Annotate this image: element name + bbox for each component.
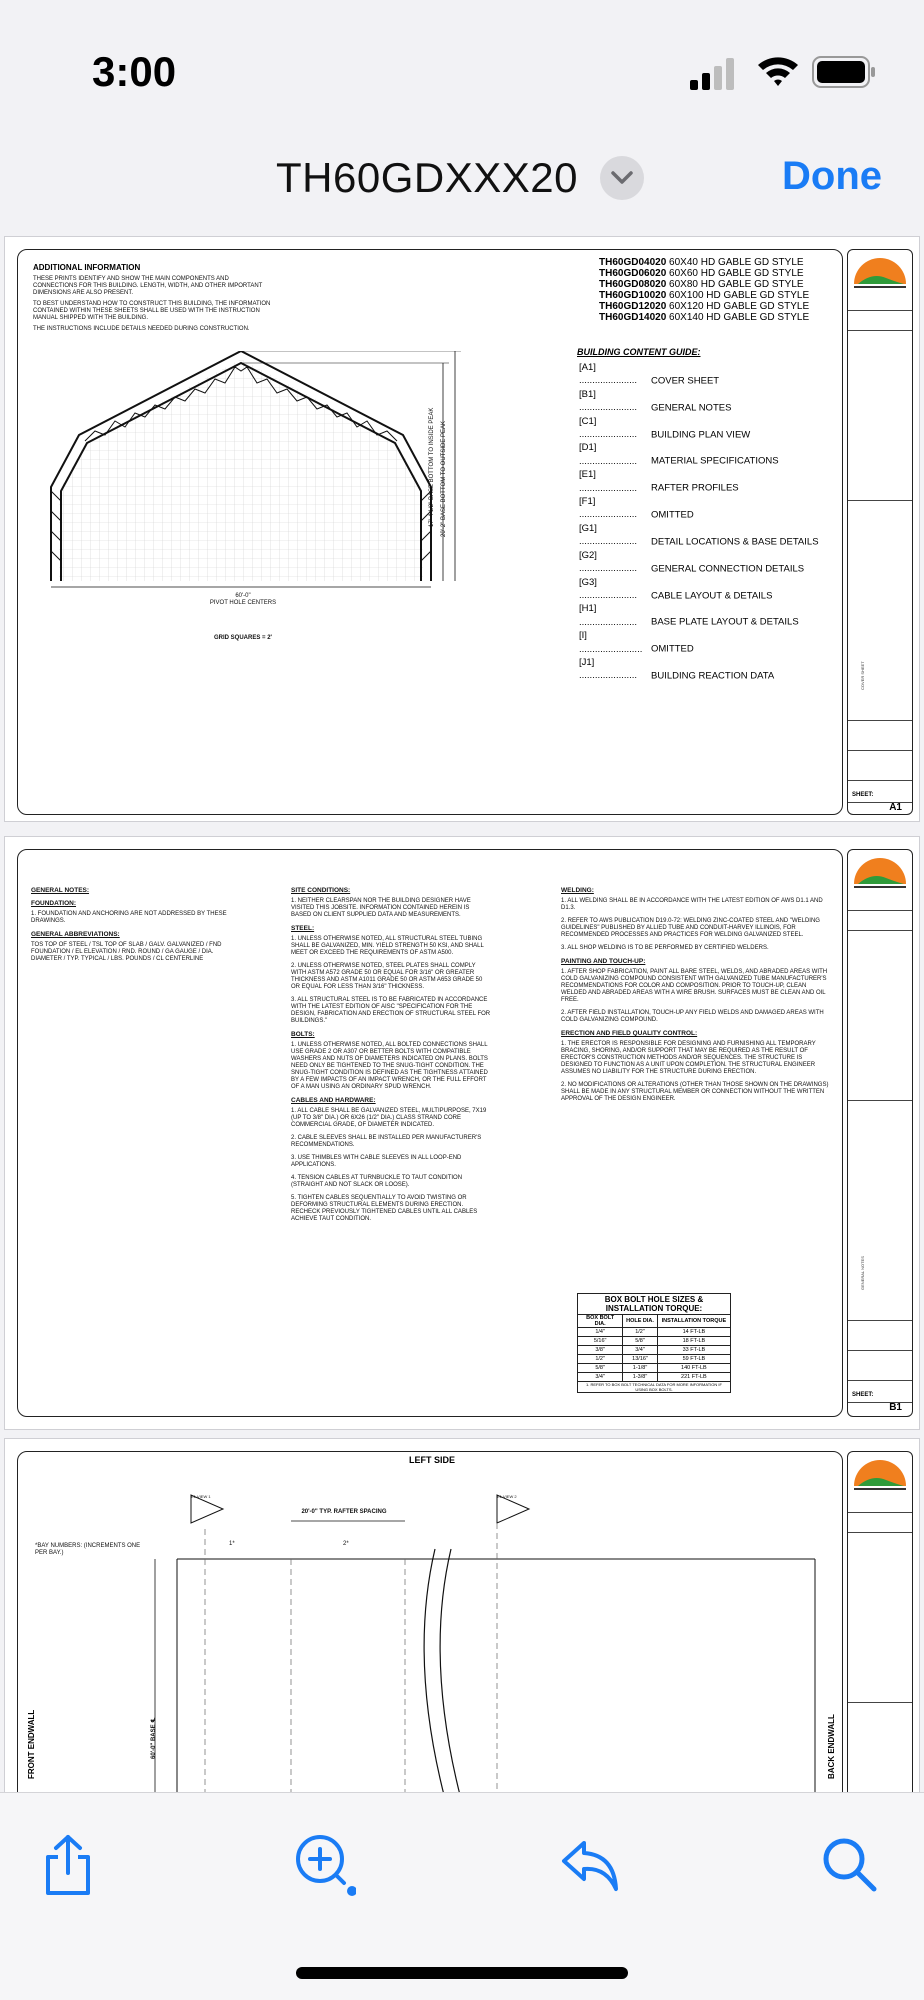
welding-column bbox=[561, 881, 831, 1109]
foundation-heading: FOUNDATION: bbox=[31, 900, 77, 907]
steel-heading: STEEL: bbox=[291, 925, 315, 932]
guide-row: [C1] ...................... BUILDING PLAN VIEW bbox=[579, 415, 751, 441]
title-block-sheet-name: GENERAL NOTES bbox=[860, 1256, 865, 1290]
welding-note: 3. ALL SHOP WELDING IS TO BE PERFORMED BY CERTIFIED WELDERS. bbox=[561, 945, 769, 951]
company-logo bbox=[852, 254, 908, 294]
grid-note: GRID SQUARES = 2' bbox=[214, 635, 272, 641]
bay-number: 1* bbox=[229, 1541, 235, 1547]
guide-row: [D1] ...................... MATERIAL SPECIFICATIONS bbox=[579, 442, 779, 467]
back-endwall-label: BACK ENDWALL bbox=[827, 1714, 836, 1779]
wifi-icon bbox=[756, 54, 800, 88]
view-marker-2: E1 VIEW 2 bbox=[497, 1494, 517, 1499]
table-title: BOX BOLT HOLE SIZES & INSTALLATION TORQUE: bbox=[577, 1293, 731, 1314]
painting-note: 1. AFTER SHOP FABRICATION, PAINT ALL BARE STEEL, WELDS, AND ABRADED AREAS WITH COLD GALVANIZING COMPOUND CONSISTENT WITH GALVANIZED TUBE MANUFACTURER'S RECOMMENDATIONS FOR COLOR AND COMPOSITION. PRIOR TO TOUCH-UP, CLEAN WELDED AND ABRADED AREAS WITH A WIRE BRUSH. SURFACES MUST BE CLEAN AND OIL FREE. bbox=[561, 969, 828, 1003]
erection-note: 1. THE ERECTOR IS RESPONSIBLE FOR DESIGNING AND FURNISHING ALL TEMPORARY BRACING, SHORING, AND/OR SUPPORT THAT MAY BE REQUIRED AS THE RESULT OF ERECTOR'S CONSTRUCTION METHODS AND/OR SEQUENCES. THE STRUCTURE IS DESIGNED TO FUNCTION AS A UNIT UPON COMPLETION. THE STRUCTURAL ENGINEER ASSUMES NO LIABILITY FOR THE STRUCTURE DURING ERECTION. bbox=[561, 1041, 816, 1075]
reply-icon bbox=[558, 1833, 622, 1897]
markup-button[interactable] bbox=[292, 1833, 356, 1897]
table-note-row: 1. REFER TO BOX BOLT TECHNICAL DATA FOR MORE INFORMATION IF USING BOX BOLTS. bbox=[578, 1382, 731, 1393]
steel-note: 3. ALL STRUCTURAL STEEL IS TO BE FABRICATED IN ACCORDANCE WITH THE LATEST EDITION OF AISC "SPECIFICATION FOR THE DESIGN, FABRICATION AND ERECTION OF STRUCTURAL STEEL FOR BUILDINGS." bbox=[291, 997, 491, 1024]
content-guide-list bbox=[579, 361, 819, 683]
rafter-spacing-label: 20'-0" TYP. RAFTER SPACING bbox=[301, 1509, 387, 1515]
title-block bbox=[847, 249, 913, 815]
content-guide-title: BUILDING CONTENT GUIDE: bbox=[577, 347, 701, 357]
painting-heading: PAINTING AND TOUCH-UP: bbox=[561, 958, 646, 965]
outside-peak-dimension: 20'-2" BASE BOTTOM TO OUTSIDE PEAK bbox=[441, 421, 447, 537]
guide-row: [I] ........................ OMITTED bbox=[579, 630, 694, 655]
share-button[interactable] bbox=[36, 1833, 100, 1897]
bolts-heading: BOLTS: bbox=[291, 1031, 315, 1038]
guide-row: [E1] ...................... RAFTER PROFILES bbox=[579, 469, 739, 494]
share-icon bbox=[36, 1833, 100, 1897]
pdf-page-a1[interactable] bbox=[4, 236, 920, 822]
title-block-sheet-name: COVER SHEET bbox=[860, 661, 865, 690]
cables-heading: CABLES AND HARDWARE: bbox=[291, 1097, 376, 1104]
title-block bbox=[847, 849, 913, 1417]
model-row: TH60GD14020 60X140 HD GABLE GD STYLE bbox=[599, 312, 810, 323]
reply-button[interactable] bbox=[558, 1833, 622, 1897]
sheet-label: SHEET: bbox=[852, 792, 874, 798]
model-row: TH60GD12020 60X120 HD GABLE GD STYLE bbox=[599, 301, 810, 312]
foundation-note: 1. FOUNDATION AND ANCHORING ARE NOT ADDRESSED BY THESE DRAWINGS. bbox=[31, 911, 227, 924]
bolts-note: 1. UNLESS OTHERWISE NOTED, ALL BOLTED CONNECTIONS SHALL USE GRADE 2 OR A307 OR BETTER BOLTS WITH COMPATIBLE WASHERS AND NUTS OF DIAMETERS INDICATED ON PLANS. BOLTS NEED ONLY BE TIGHTENED TO THE SNUG-TIGHT CONDITION. THE SNUG-TIGHT CONDITION IS DEFINED AS THE TIGHTNESS ATTAINED BY A FEW IMPACTS OF AN IMPACT WRENCH, OR THE FULL EFFORT OF A MAN USING AN ORDINARY SPUD WRENCH. bbox=[291, 1042, 488, 1090]
chevron-down-icon bbox=[611, 171, 633, 185]
general-notes-column bbox=[31, 881, 231, 969]
home-indicator[interactable] bbox=[296, 1967, 628, 1979]
model-row: TH60GD10020 60X100 HD GABLE GD STYLE bbox=[599, 290, 810, 301]
model-row: TH60GD04020 60X40 HD GABLE GD STYLE bbox=[599, 257, 804, 268]
guide-row: [G2] ...................... GENERAL CONNECTION DETAILS bbox=[579, 549, 805, 575]
cables-note: 4. TENSION CABLES AT TURNBUCKLE TO TAUT CONDITION (STRAIGHT AND NOT SLACK OR LOOSE). bbox=[291, 1175, 463, 1188]
table-row: 3/4" 1-3/8" 221 FT-LB bbox=[578, 1373, 731, 1382]
table-header-row: BOX BOLT DIA. HOLE DIA. INSTALLATION TORQUE bbox=[578, 1315, 731, 1328]
site-note: 1. NEITHER CLEARSPAN NOR THE BUILDING DESIGNER HAVE VISITED THIS JOBSITE. INFORMATION CONTAINED HEREIN IS BASED ON CLIENT SUPPLIED DATA AND MEASUREMENTS. bbox=[291, 898, 471, 918]
status-time: 3:00 bbox=[92, 48, 177, 95]
erection-heading: ERECTION AND FIELD QUALITY CONTROL: bbox=[561, 1030, 698, 1037]
general-notes-heading: GENERAL NOTES: bbox=[31, 887, 90, 894]
guide-row: [G3] ...................... CABLE LAYOUT & DETAILS bbox=[579, 576, 773, 601]
plan-view-drawing bbox=[5, 1439, 845, 1799]
done-button[interactable]: Done bbox=[782, 154, 882, 198]
site-heading: SITE CONDITIONS: bbox=[291, 887, 351, 894]
guide-row: [H1] ...................... BASE PLATE LAYOUT & DETAILS bbox=[579, 603, 799, 628]
intro-text-3: THE INSTRUCTIONS INCLUDE DETAILS NEEDED DURING CONSTRUCTION. bbox=[33, 326, 250, 332]
abbreviations-text: TOS TOP OF STEEL / TSL TOP OF SLAB / GALV. GALVANIZED / FND FOUNDATION / EL ELEVATION / RND. ROUND / GA GAUGE / DIA. DIAMETER / TYP. TYPICAL / LBS. POUNDS / CL CENTERLINE bbox=[31, 942, 222, 962]
company-logo bbox=[852, 1456, 908, 1496]
sheet-label: SHEET: bbox=[852, 1392, 874, 1398]
table-row: 5/8" 1-1/8" 140 FT-LB bbox=[578, 1364, 731, 1373]
base-dimension: 60'-0" BASE ℄ bbox=[151, 1717, 157, 1759]
painting-note: 2. AFTER FIELD INSTALLATION, TOUCH-UP ANY FIELD WELDS AND DAMAGED AREAS WITH COLD GALVANIZING COMPOUND. bbox=[561, 1010, 824, 1023]
width-dimension: 60'-0" PIVOT HOLE CENTERS bbox=[209, 593, 277, 606]
inside-peak-dimension: 17'-4 1/2" BASE BOTTOM TO INSIDE PEAK bbox=[429, 407, 435, 527]
bay-number: 2* bbox=[343, 1541, 349, 1547]
additional-information bbox=[33, 263, 273, 333]
cables-note: 2. CABLE SLEEVES SHALL BE INSTALLED PER MANUFACTURER'S RECOMMENDATIONS. bbox=[291, 1135, 482, 1148]
left-side-label: LEFT SIDE bbox=[409, 1455, 456, 1465]
bay-note: *BAY NUMBERS: (INCREMENTS ONE PER BAY.) bbox=[35, 1543, 141, 1556]
model-row: TH60GD06020 60X60 HD GABLE GD STYLE bbox=[599, 268, 804, 279]
steel-note: 2. UNLESS OTHERWISE NOTED, STEEL PLATES SHALL COMPLY WITH ASTM A572 GRADE 50 OR EQUAL FOR 3/16" OR GREATER THICKNESS AND ASTM A1011 GRADE 50 OR ASTM A653 GRADE 50 OR EQUAL FOR LESS THAN 3/16" THICKNESS. bbox=[291, 963, 483, 990]
search-icon bbox=[818, 1833, 882, 1897]
bottom-toolbar bbox=[0, 1792, 924, 2000]
table-row: 3/8" 3/4" 33 FT-LB bbox=[578, 1346, 731, 1355]
site-conditions-column bbox=[291, 881, 491, 1229]
sheet-id: A1 bbox=[889, 802, 902, 813]
status-bar bbox=[0, 0, 924, 140]
document-title-bar bbox=[0, 140, 924, 236]
guide-row: [F1] ...................... OMITTED bbox=[579, 496, 694, 521]
guide-row: [G1] ...................... DETAIL LOCATIONS & BASE DETAILS bbox=[579, 522, 819, 548]
table-row: 1/2" 13/16" 59 FT-LB bbox=[578, 1355, 731, 1364]
welding-note: 2. REFER TO AWS PUBLICATION D19.0-72: WELDING ZINC-COATED STEEL AND "WELDING GUIDELINES" PUBLISHED BY ALLIED TUBE AND CONDUIT-HARVEY ILLINOIS, FOR RECOMMENDED PROCESSES AND PRACTICES FOR WELDING GALVANIZED STEEL. bbox=[561, 918, 820, 938]
pdf-page-b1[interactable] bbox=[4, 836, 920, 1430]
gable-frame-drawing bbox=[45, 351, 565, 591]
intro-text-2: TO BEST UNDERSTAND HOW TO CONSTRUCT THIS BUILDING, THE INFORMATION CONTAINED WITHIN THESE SHEETS SHALL BE USED WITH THE INSTRUCTION MANUAL SHIPPED WITH THE BUILDING. bbox=[33, 301, 271, 321]
cables-note: 3. USE THIMBLES WITH CABLE SLEEVES IN ALL LOOP-END APPLICATIONS. bbox=[291, 1155, 462, 1168]
title-menu-button[interactable] bbox=[600, 156, 644, 200]
battery-icon bbox=[812, 56, 876, 88]
view-marker-1: E1 VIEW 1 bbox=[191, 1494, 211, 1499]
additional-info-heading: ADDITIONAL INFORMATION bbox=[33, 263, 141, 272]
document-title[interactable]: TH60GDXXX20 bbox=[276, 154, 578, 201]
cellular-signal-icon bbox=[690, 58, 736, 90]
table-row: 5/16" 5/8" 18 FT-LB bbox=[578, 1337, 731, 1346]
model-row: TH60GD08020 60X80 HD GABLE GD STYLE bbox=[599, 279, 804, 290]
guide-row: [A1] ...................... COVER SHEET bbox=[579, 362, 720, 387]
model-list bbox=[599, 257, 835, 323]
welding-note: 1. ALL WELDING SHALL BE IN ACCORDANCE WITH THE LATEST EDITION OF AWS D1.1 AND D1.3. bbox=[561, 898, 823, 911]
markup-zoom-icon bbox=[292, 1833, 356, 1897]
cables-note: 5. TIGHTEN CABLES SEQUENTIALLY TO AVOID TWISTING OR DEFORMING STRUCTURAL ELEMENTS DURING ERECTION. RECHECK PREVIOUSLY TIGHTENED CABLES UNTIL ALL CABLES ACHIEVE TAUT CONDITION. bbox=[291, 1195, 478, 1222]
erection-note: 2. NO MODIFICATIONS OR ALTERATIONS (OTHER THAN THOSE SHOWN ON THE DRAWINGS) SHALL BE MADE IN ANY STRUCTURAL MEMBER OR CONNECTION WITHOUT THE WRITTEN APPROVAL OF THE DESIGN ENGINEER. bbox=[561, 1082, 829, 1102]
table-row: 1/4" 1/2" 14 FT-LB bbox=[578, 1328, 731, 1337]
welding-heading: WELDING: bbox=[561, 887, 594, 894]
guide-row: [J1] ...................... BUILDING REACTION DATA bbox=[579, 656, 775, 682]
abbreviations-heading: GENERAL ABBREVIATIONS: bbox=[31, 931, 120, 938]
front-endwall-label: FRONT ENDWALL bbox=[27, 1709, 36, 1779]
company-logo bbox=[852, 854, 908, 894]
sheet-id: B1 bbox=[889, 1402, 902, 1413]
box-bolt-torque-table bbox=[577, 1293, 731, 1393]
guide-row: [B1] ...................... GENERAL NOTES bbox=[579, 388, 732, 414]
steel-note: 1. UNLESS OTHERWISE NOTED, ALL STRUCTURAL STEEL TUBING SHALL BE GALVANIZED, MIN. YIELD STRENGTH 50 KSI, AND SHALL MEET OR EXCEED THE REQUIREMENTS OF ASTM A500. bbox=[291, 936, 484, 956]
intro-text-1: THESE PRINTS IDENTIFY AND SHOW THE MAIN COMPONENTS AND CONNECTIONS FOR THIS BUILDING. LENGTH, WIDTH, AND OTHER IMPORTANT DIMENSIONS ARE ALSO PRESENT. bbox=[33, 276, 263, 296]
search-button[interactable] bbox=[818, 1833, 882, 1897]
cables-note: 1. ALL CABLE SHALL BE GALVANIZED STEEL, MULTIPURPOSE, 7X19 (UP TO 3/8" DIA.) OR 6X26 (1/2" DIA.) CLASS STRAND CORE COMMERCIAL GRADE, OF DIAMETER INDICATED. bbox=[291, 1108, 487, 1128]
